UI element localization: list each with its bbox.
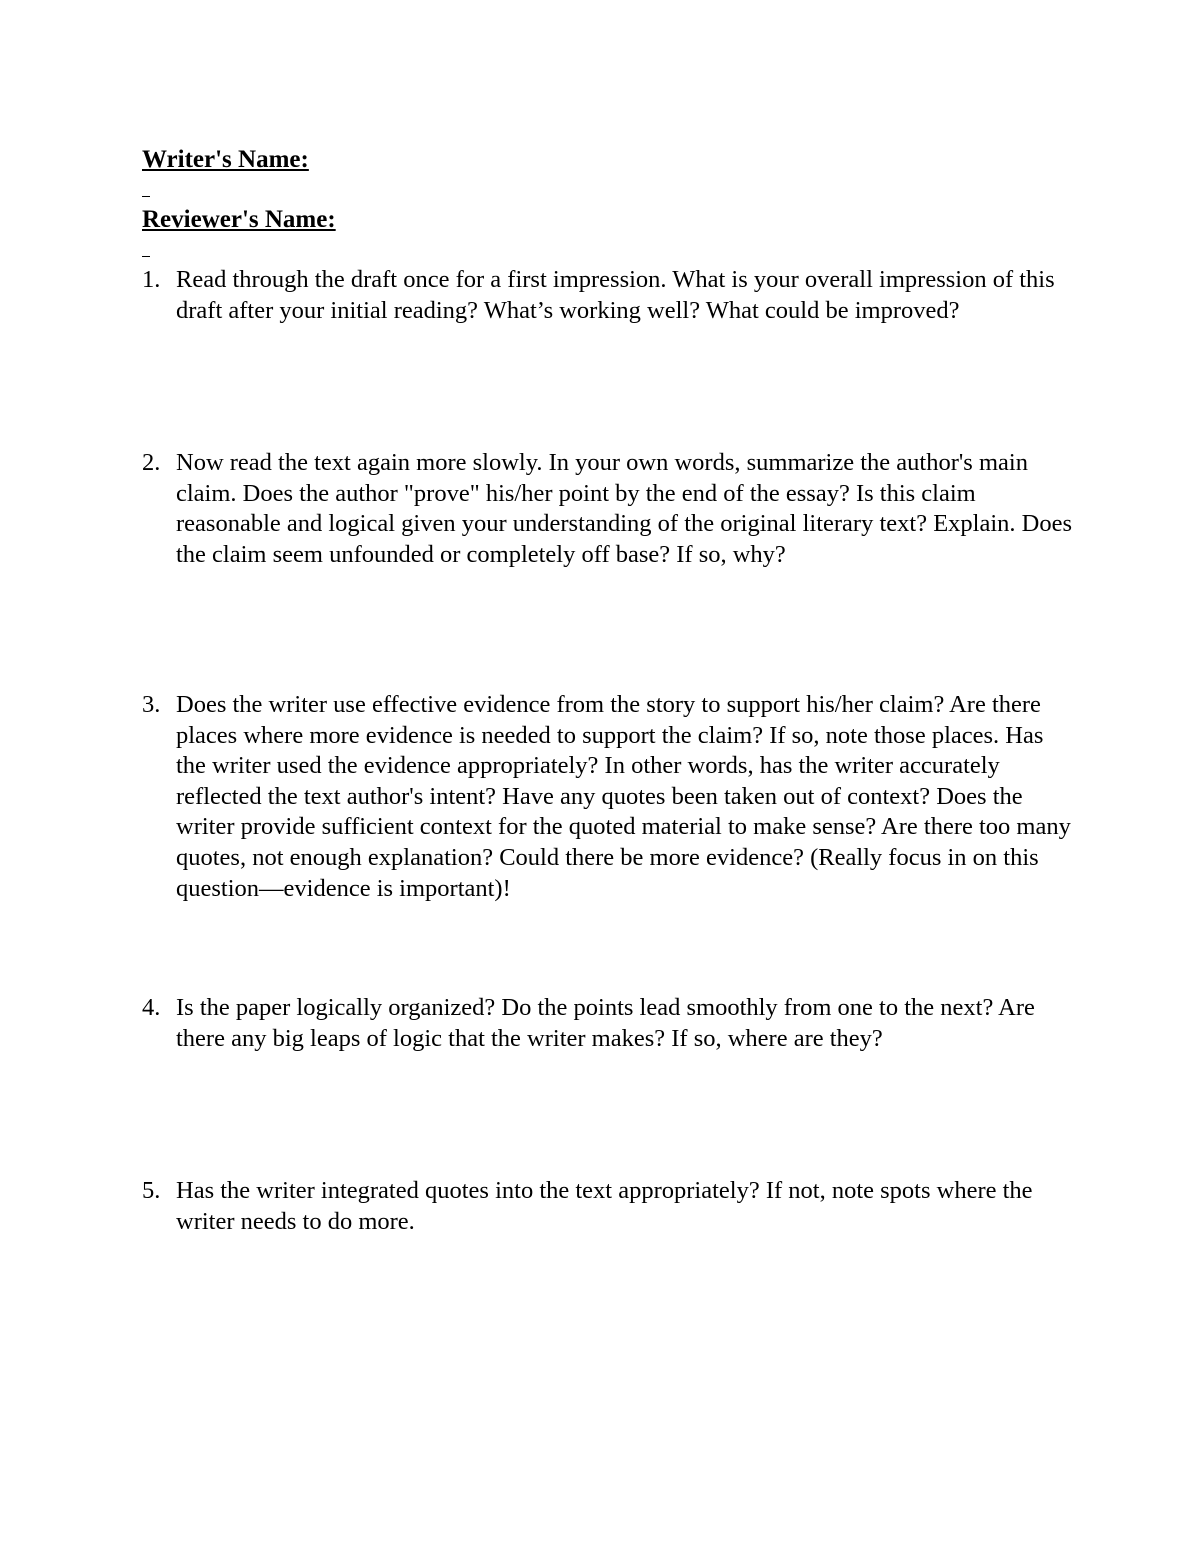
question-3 [142, 690, 1072, 904]
question-number: 3. [142, 691, 161, 718]
question-text: Has the writer integrated quotes into the text appropriately? If not, note spots where the writer needs to do more. [176, 1177, 1033, 1235]
question-text: Now read the text again more slowly. In your own words, summarize the author's main claim. Does the author "prove" his/her point by the end of the essay? Is this claim reasonable and logical given your understanding of the original literary text? Explain. Does the claim seem unfounded or completely off base? If so, why? [176, 449, 1073, 568]
question-number: 1. [142, 266, 161, 293]
question-4 [142, 993, 1072, 1054]
question-text: Does the writer use effective evidence from the story to support his/her claim? Are there places where more evidence is needed to support the claim? If so, note those places. Has the writer used the evidence appropriately? In other words, has the writer accurately reflected the text author's intent? Have any quotes been taken out of context? Does the writer provide sufficient context for the quoted material to make sense? Are there too many quotes, not enough explanation? Could there be more evidence? (Really focus in on this question—evidence is important)! [176, 691, 1071, 902]
reviewers-name-blank [142, 256, 150, 257]
writers-name-label: Writer's Name: [142, 146, 309, 173]
question-number: 4. [142, 994, 161, 1021]
question-5 [142, 1176, 1072, 1237]
reviewers-name-label: Reviewer's Name: [142, 206, 336, 233]
question-1 [142, 265, 1072, 326]
question-number: 2. [142, 449, 161, 476]
question-2 [142, 448, 1072, 570]
question-text: Is the paper logically organized? Do the points lead smoothly from one to the next? Are there any big leaps of logic that the writer makes? If so, where are they? [176, 994, 1035, 1052]
writers-name-blank [142, 196, 150, 197]
question-text: Read through the draft once for a first impression. What is your overall impression of this draft after your initial reading? What’s working well? What could be improved? [176, 266, 1055, 324]
question-number: 5. [142, 1177, 161, 1204]
